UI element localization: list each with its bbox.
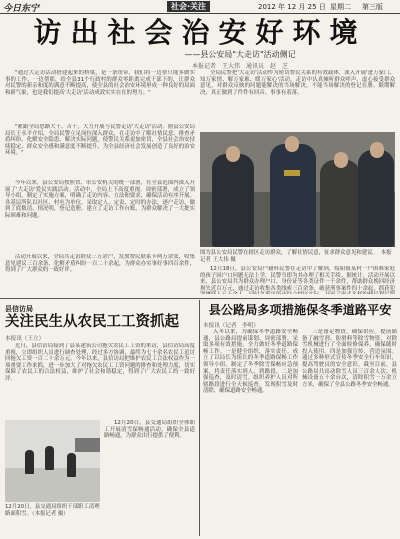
lead-paragraph: "通过大走访活动搭建起来的桥梁，是一条纽带，我们将一边帮只能多做实事的工作，一边帮那，给全县31个行政村的群众零距离完成干部下的，让群众对民警的新亲和度的满意不断提高，使全县的社会治安环境形成一种良好的局面和新气象，也是我们提高'大走访'活动成效实实在在的努力。" xyxy=(5,70,195,96)
story-body-column: 三是备足物资，确保供应。提前储备了融雪剂、防滑料等除雪物资，对除雪机械进行了全面检修保养，确保随时投入使用。四是加强宣传，营造氛围。通过多种形式宣传冬季安全行车知识，提高驾驶员的安全意识。截至目前，县公路局共出动除雪人员三百余人次、机械设备五十余台次，清除积雪一万余立方米，确保了全县公路冬季安全畅通。 xyxy=(302,329,397,388)
story-body-column: 入冬以来，为确保冬季道路安全畅通，县公路局提前谋划、周密部署，采取多项有效措施，全力做好冬季道路保畅工作。一是健全组织，落实责任。成立了以局长为组长的冬季道路保畅工作领导小组，制定了冬季除雪保畅应急预案，将责任落实到人、到路段。二是加强巡查，及时清雪。组织养护人员对所辖路段进行全天候巡查，发现积雪及时清除，确保道路安全畅通。 xyxy=(203,329,298,395)
issue-date: 2012 年 12 月 25 日 xyxy=(258,3,326,11)
story-title: 县公路局多项措施保冬季道路平安 xyxy=(208,303,392,317)
snow-photo-caption: 12月20日，县交通局组织干部职工清理路面积雪。（本报记者 摄） xyxy=(5,504,100,517)
lead-paragraph: 今年以来，县公安局按照省、市公安机关的统一部署，在全县范围内深入开展了'大走访'爱民实践活动。活动中，全局上下高度重视，周密部署，成立了领导小组，制定了实施方案，明确了走访内容、方法和要求，确保活动有序开展。各基层所队以社区、村屯为单位，采取定人、定责、定时的办法，逐户走访，做到了底数清、情况明，登记造册，建立了走访工作台账，为群众解决了一大批实际困难和问题。 xyxy=(5,180,195,219)
newspaper-logo: 今日东宁 xyxy=(3,4,40,14)
snow-clearing-photo xyxy=(5,420,100,502)
issue-weekday: 星期二 xyxy=(330,3,351,11)
section-divider xyxy=(0,298,400,299)
lead-right-column: 全局民警把'大走访'活动作为密切警民关系的有效载体，深入开展'进万家门、知万家情、解万家难、暖万家心'活动，走访中认真倾听群众呼声，虚心接受群众意见，对群众反映的问题能解决的当场解决，不能当场解决的登记在册、限期解决，真正做到了件件有回音、事事有着落。 xyxy=(200,70,395,96)
lead-paragraph: "紧跟全局思路大干、苦干，大力开展与民警走访'大走访'活动。据县公安局局长王永平介绍，全局民警立足岗位深入群众，在走访中了解社情民意、排查矛盾纠纷、化解安全隐患、解决实际问题，使警民关系更加密切，全县社会治安持续稳定、群众安全感和满意度不断提升，为全县经济社会发展创造了良好的治安环境。" xyxy=(5,124,195,157)
story-body: 近日，县信访局接到了县某建筑公司拖欠农民工工资的来访，县信访局高度重视，立即组织人员进行调查处理，经过多方协调，最终为七十余名农民工追讨回拖欠工资一百二十余万元。今年以来，县信访局把维护农民工合法权益作为一项重要工作来抓，进一步加大了对拖欠农民工工资问题的排查和处理力度，切实保障了农民工的合法权益，维护了社会和谐稳定，得到了广大农民工的一致好评。 xyxy=(5,343,195,382)
lead-headline: 访出社会治安好环境 xyxy=(33,16,367,49)
story-title: 关注民生从农民工工资抓起 xyxy=(5,313,179,330)
lead-subhead: ——县公安局"大走访"活动侧记 xyxy=(184,50,296,59)
lead-paragraph: 活动开展以来，全局共走访群众三万余户，发放警民联系卡两万余张，收集意见建议三百余条，化解矛盾纠纷一百二十余起，为群众办实事好事四百余件，得到了广大群众的一致好评。 xyxy=(5,254,195,274)
story-author: 本报讯（王立） xyxy=(5,336,45,342)
snow-side-text: 12月20日，县交通局组织全体职工开展清雪保畅通活动，确保全县道路畅通，为群众出行提供了便利。 xyxy=(104,420,195,440)
column-divider xyxy=(199,300,200,536)
lead-continued-text: 12月18日，县公安局户籍科民警在走访中了解到，绥阳镇某村一户困难家庭的孩子因户口问题无法上学，民警当即为其办理了相关手续。据统计，活动开展以来，县公安局共为群众办理户口、身份证等各类证件一千余件，帮助群众挽回经济损失近百万元，通过走访收集各类线索三百余条，破获刑事案件四十余起，抓获犯 xyxy=(200,266,395,292)
lead-byline: 本报记者 王大伟 通讯员 赵 芝 xyxy=(191,63,288,70)
lead-photo xyxy=(200,132,395,247)
story-byline: 本报讯（记者 李明） xyxy=(203,323,259,329)
section-label: 社会·关注 xyxy=(167,1,210,12)
masthead xyxy=(0,0,400,14)
page-number: 第三版 xyxy=(362,3,383,11)
story-kicker: 县信访局 xyxy=(5,305,33,313)
lead-photo-caption: 图为县公安局民警在辖区走访群众，了解社情民意，征求群众意见和建议。 本报记者 王大伟 摄 xyxy=(200,250,392,263)
